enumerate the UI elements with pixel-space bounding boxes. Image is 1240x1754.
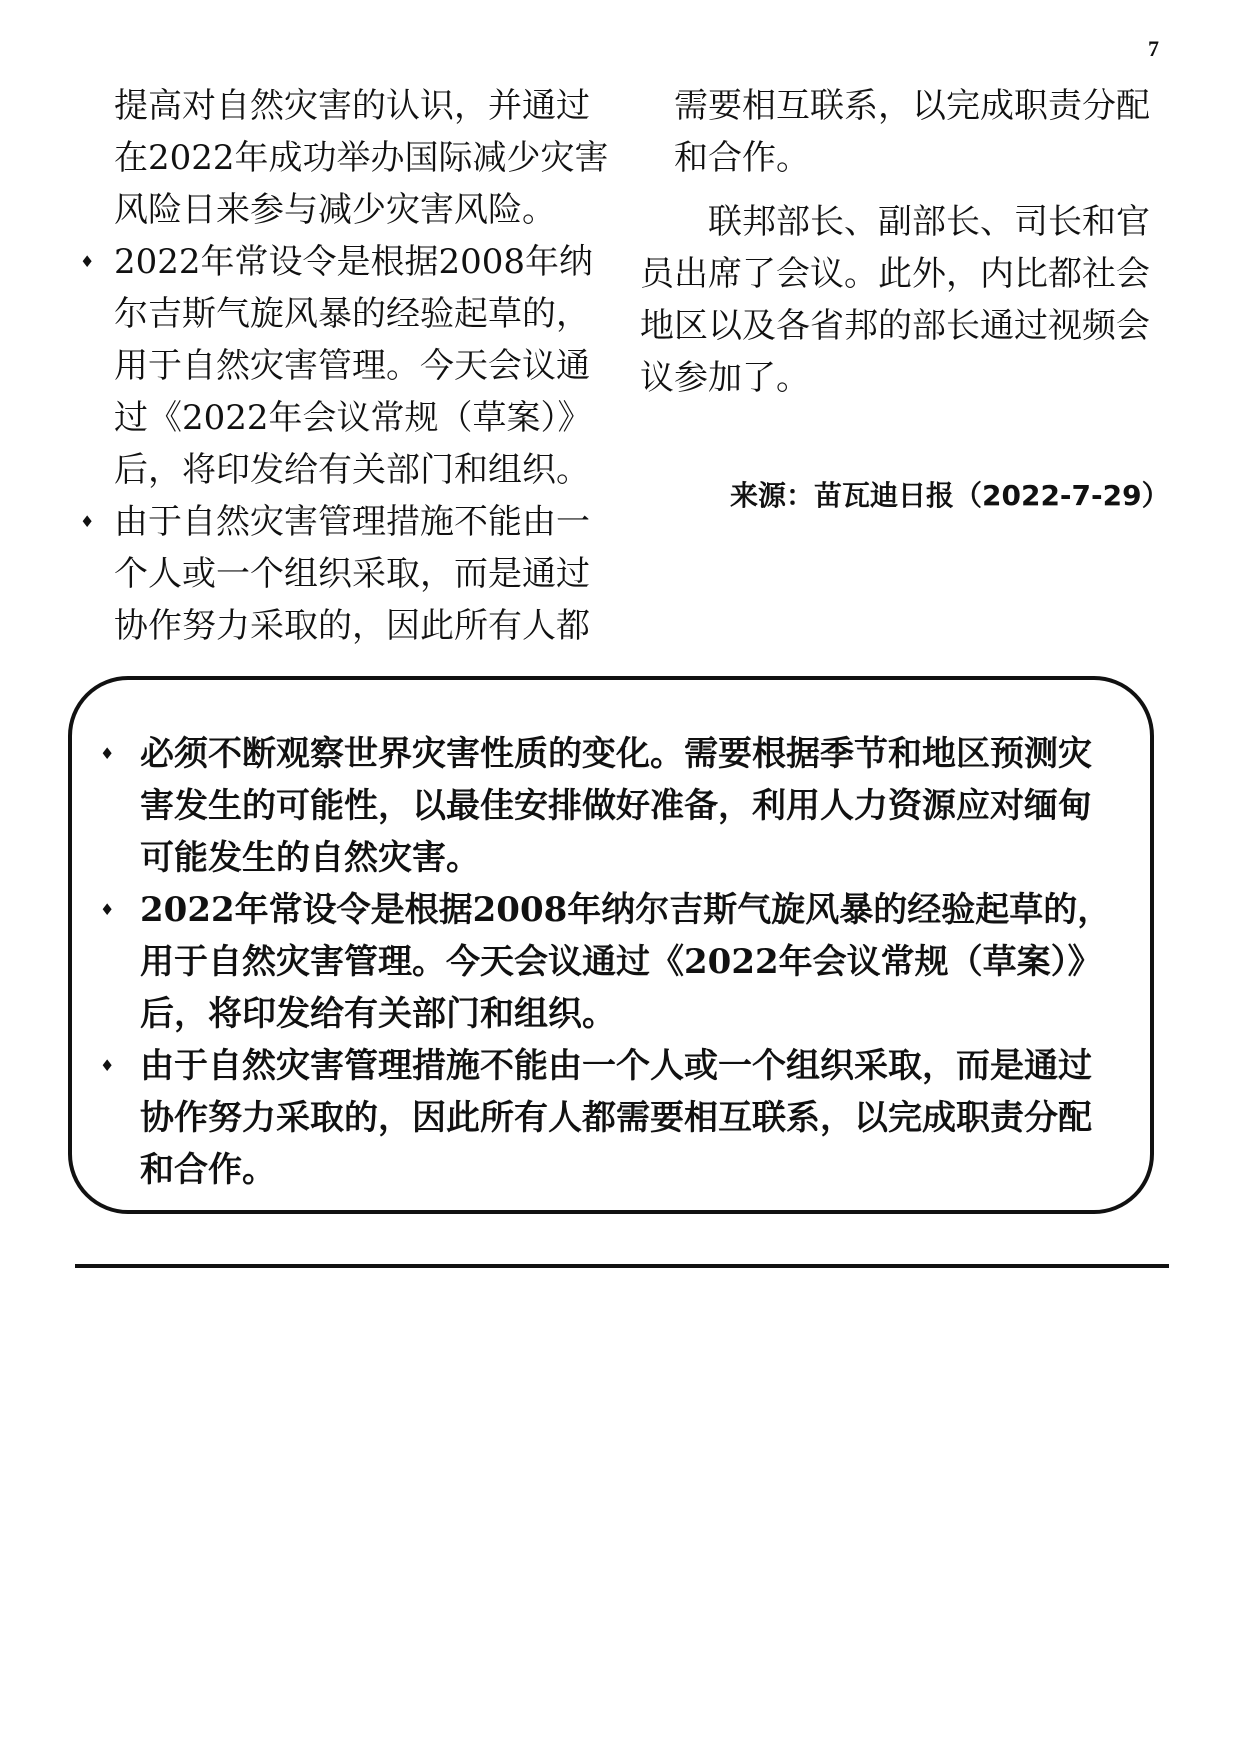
bullet-text: 2022年常设令是根据2008年纳尔吉斯气旋风暴的经验起草的，用于自然灾害管理。今天会议通过《2022年会议常规（草案）》后，将印发给有关部门和组织。 (114, 242, 594, 490)
diamond-bullet-icon: ♦ (100, 744, 115, 763)
diamond-bullet-icon: ♦ (100, 900, 115, 919)
summary-list-item (100, 1040, 1124, 1196)
right-column (640, 80, 1160, 404)
left-column (80, 80, 610, 652)
summary-list-item (100, 884, 1124, 1040)
summary-text: 必须不断观察世界灾害性质的变化。需要根据季节和地区预测灾害发生的可能性，以最佳安排做好准备，利用人力资源应对缅甸可能发生的自然灾害。 (140, 734, 1092, 878)
summary-text: 由于自然灾害管理措施不能由一个人或一个组织采取，而是通过协作努力采取的，因此所有人都需要相互联系，以完成职责分配和合作。 (140, 1046, 1092, 1190)
bullet-text: 由于自然灾害管理措施不能由一个人或一个组织采取，而是通过协作努力采取的，因此所有人都 (114, 502, 590, 646)
diamond-bullet-icon: ♦ (80, 252, 95, 271)
diamond-bullet-icon: ♦ (100, 1056, 115, 1075)
attendance-paragraph: 联邦部长、副部长、司长和官员出席了会议。此外，内比都社会地区以及各省邦的部长通过视频会议参加了。 (640, 202, 1150, 398)
summary-box (68, 676, 1154, 1214)
page-number: 7 (1148, 36, 1159, 61)
intro-paragraph: 提高对自然灾害的认识，并通过在2022年成功举办国际减少灾害风险日来参与减少灾害风险。 (114, 86, 609, 230)
diamond-bullet-icon: ♦ (80, 512, 95, 531)
horizontal-divider (75, 1264, 1169, 1268)
summary-list-item (100, 728, 1124, 884)
left-bullet-item (80, 496, 610, 652)
summary-text: 2022年常设令是根据2008年纳尔吉斯气旋风暴的经验起草的，用于自然灾害管理。今天会议通过《2022年会议常规（草案）》后，将印发给有关部门和组织。 (140, 890, 1112, 1034)
left-bullet-item (80, 236, 610, 496)
continued-bullet-text: 需要相互联系，以完成职责分配和合作。 (674, 86, 1150, 178)
source-citation: 来源：苗瓦迪日报（2022-7-29） (730, 479, 1170, 512)
